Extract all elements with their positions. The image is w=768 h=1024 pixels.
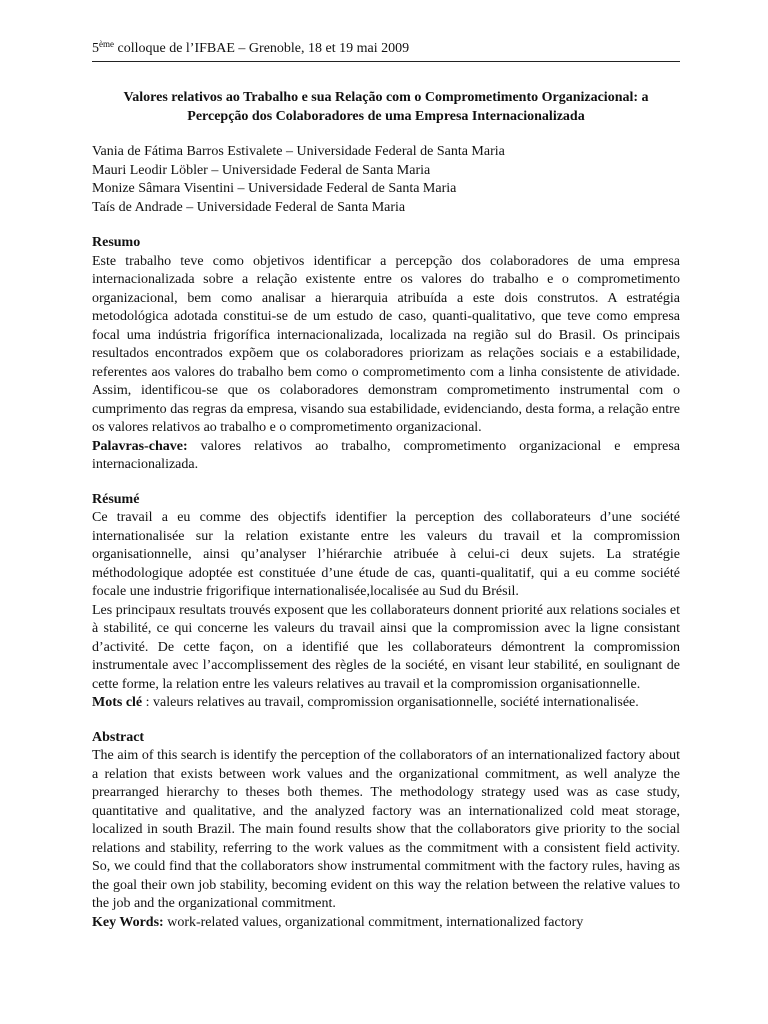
resume-fr-paragraph: Les principaux resultats trouvés exposent que les collaborateurs donnent priorité aux relations sociales et à stabilité, ce qui concerne les valeurs du travail ainsi que la compromission avec la ligne consistant d’activité. De cette façon, on a identifié que les collaborateurs démontrent la compromission instrumentale avec l’accomplissement des règles de la société, en visant leur stabilité, en soulignant de cette forme, la relation entre les valeurs relatives au travail et la compromission organisationnelle. (92, 602, 680, 692)
keywords-label: Mots clé (92, 695, 143, 710)
author-line: Vania de Fátima Barros Estivalete – Universidade Federal de Santa Maria (92, 144, 505, 159)
title-line-1: Valores relativos ao Trabalho e sua Relação com o Comprometimento Organizacional: a (123, 90, 649, 105)
author-list (92, 143, 680, 217)
resumo-heading: Resumo (92, 235, 141, 250)
author-line: Taís de Andrade – Universidade Federal de Santa Maria (92, 199, 406, 215)
title-line-2: Percepção dos Colaboradores de uma Empresa Internacionalizada (187, 109, 585, 124)
event-title: colloque de l’IFBAE – Grenoble, 18 et 19 mai 2009 (117, 41, 410, 56)
keywords-text: : valeurs relatives au travail, compromission organisationnelle, société internationalisée. (145, 695, 639, 710)
keywords-text: work-related values, organizational commitment, internationalized factory (167, 914, 584, 930)
edition-suffix: ème (99, 39, 114, 49)
abstract-paragraph: The aim of this search is identify the perception of the collaborators of an internationalized factory about a relation that exists between work values and the organizational commitment, as well analyze the prearranged hierarchy to theses both themes. The methodology strategy used was as case study, quantitative and qualitative, and the analyzed factory was an internationalized cold meat storage, localized in south Brazil. The main found results show that the collaborators give priority to the social relations and stability, referring to the work values as the commitment with a consistent field activity. So, we could find that the collaborators show instrumental commitment with the factory rules, having as the goal their own job stability, becoming evident on this way the relation between the relative values to the job and the organizational commitment. (92, 748, 680, 911)
edition-number: 5 (92, 41, 99, 56)
resumo-paragraph: Este trabalho teve como objetivos identificar a percepção dos colaboradores de uma empresa internacionalizada sobre a relação existente entre os valores do trabalho e o comprometimento organizacional, bem como analisar a hierarquia atribuída a este dois construtos. A estratégia metodológica adotada constitui-se de um estudo de caso, quanti-qualitativo, que teve como empresa focal uma indústria frigorífica internacionalizada, localizada na região sul do Brasil. Os principais resultados encontrados expõem que os colaboradores priorizam as relações sociais e a estabilidade, referentes aos valores do trabalho bem como o comprometimento com a linha consistente de atividade. Assim, identificou-se que os colaboradores demonstram comprometimento instrumental com o cumprimento das regras da empresa, visando sua estabilidade, evidenciando, desta forma, a relação entre os valores relativos ao trabalho e o comprometimento organizacional. (92, 253, 680, 435)
paper-title (92, 88, 680, 126)
keywords-text: valores relativos ao trabalho, comprometimento organizacional e empresa internacionalizada. (92, 438, 680, 472)
abstract-keywords (92, 914, 680, 933)
resume-fr-heading: Résumé (92, 491, 140, 507)
resume-fr-paragraph: Ce travail a eu comme des objectifs identifier la perception des collaborateurs d’une société internationalisée sur la relation existante entre les valeurs du travail et la compromission organisationnelle, ainsi qu’analyser l’hiérarchie atribuée à celui-ci deux sujets. La stratégie méthodologique adoptée est constituée d’une étude de cas, quanti-qualitatif, qui a eu comme société focale une industrie frigorifique internationalisée,localisée au Sud du Brésil. (92, 510, 680, 599)
author-line: Monize Sâmara Visentini – Universidade Federal de Santa Maria (92, 181, 457, 196)
abstract-heading: Abstract (92, 729, 145, 745)
resume-fr-keywords (92, 694, 680, 713)
resume-fr-section (92, 491, 680, 713)
keywords-label: Palavras-chave: (92, 438, 188, 454)
paper-page (92, 40, 680, 932)
resumo-keywords (92, 438, 680, 475)
keywords-label: Key Words: (92, 914, 164, 930)
running-header (92, 40, 680, 62)
resumo-section (92, 234, 680, 475)
author-line: Mauri Leodir Löbler – Universidade Federal de Santa Maria (92, 162, 431, 178)
abstract-section (92, 729, 680, 933)
